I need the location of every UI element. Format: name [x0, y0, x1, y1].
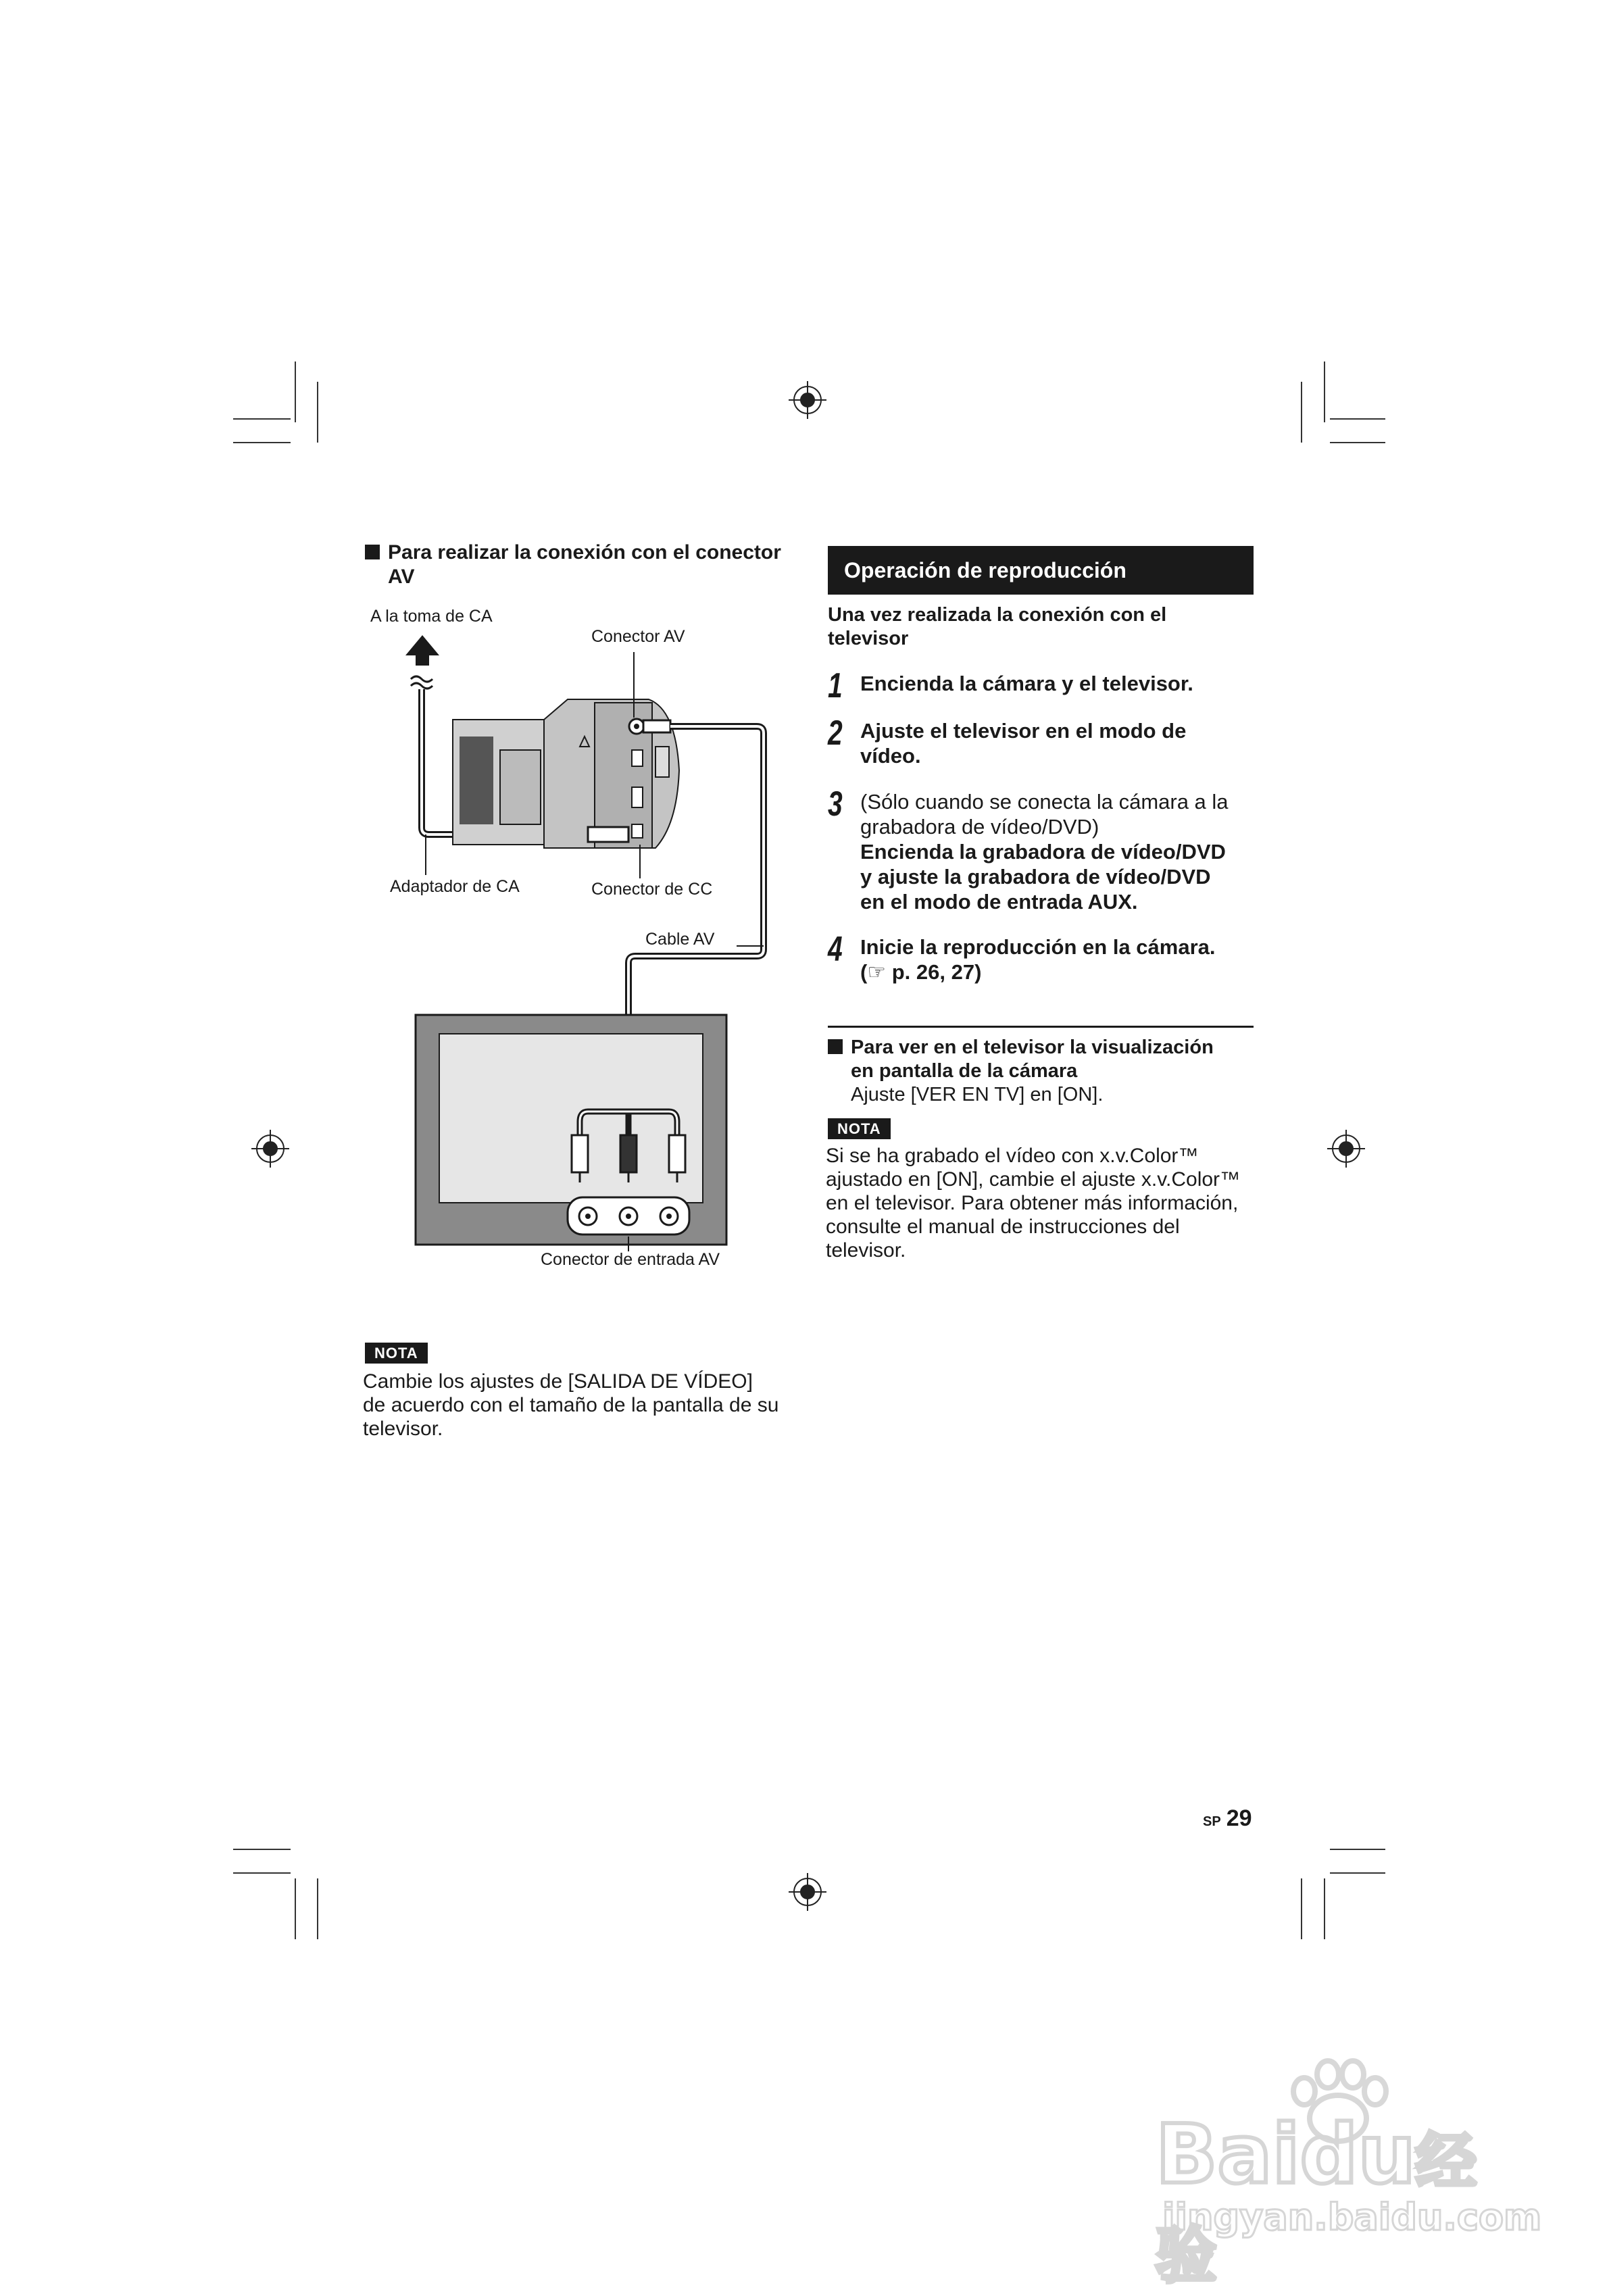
step-3: 3 (Sólo cuando se conecta la cámara a la grabadora de vídeo/DVD) Encienda la grabadora de vídeo/DVD y ajuste la grabadora de vídeo/DVD en el modo de entrada AUX. [828, 784, 1229, 914]
nota-text-right: Si se ha grabado el vídeo con x.v.Color™ ajustado en [ON], cambie el ajuste x.v.Color™ en el televisor. Para obtener más información, consulte el manual de instrucciones del televisor. [826, 1145, 1241, 1262]
reference-hand-icon: ☞ [867, 960, 887, 984]
page-number: SP 29 [1203, 1805, 1252, 1831]
label-ac-adapter: Adaptador de CA [390, 877, 520, 896]
intro-text: Una vez realizada la conexión con el televisor [828, 604, 1167, 649]
nota-text-left: Cambie los ajustes de [SALIDA DE VÍDEO] de acuerdo con el tamaño de la pantalla de su televisor. [363, 1370, 779, 1440]
tv-display-subsection: Para ver en el televisor la visualización en pantalla de la cámara Ajuste [VER EN TV] en [ON]. [828, 1036, 1260, 1107]
section-heading-bar [828, 546, 1254, 595]
divider [828, 1026, 1254, 1028]
nota-badge-left: NOTA [365, 1345, 428, 1362]
connection-diagram [365, 601, 797, 1284]
section-heading: Operación de reproducción [844, 558, 1127, 582]
label-av-cable: Cable AV [645, 930, 715, 949]
step-2: 2 Ajuste el televisor en el modo de vídeo. [828, 714, 1187, 768]
square-bullet-icon [365, 545, 380, 559]
step-1: 1 Encienda la cámara y el televisor. [828, 666, 1193, 705]
label-av-connector: Conector AV [591, 627, 685, 646]
baidu-watermark: Baidu经验 jingyan.baidu.com [1156, 2054, 1534, 2230]
step-4: 4 Inicie la reproducción en la cámara. (☞ p. 26, 27) [828, 930, 1216, 984]
up-arrow-icon [405, 635, 439, 666]
square-bullet-icon [828, 1039, 843, 1054]
section-title: Para realizar la conexión con el conector AV [365, 541, 797, 589]
nota-badge-right: NOTA [828, 1120, 891, 1138]
label-dc-connector: Conector de CC [591, 880, 713, 899]
label-av-input: Conector de entrada AV [541, 1250, 720, 1269]
label-ac-outlet: A la toma de CA [370, 607, 493, 626]
page-reference: p. 26, 27) [891, 960, 982, 984]
